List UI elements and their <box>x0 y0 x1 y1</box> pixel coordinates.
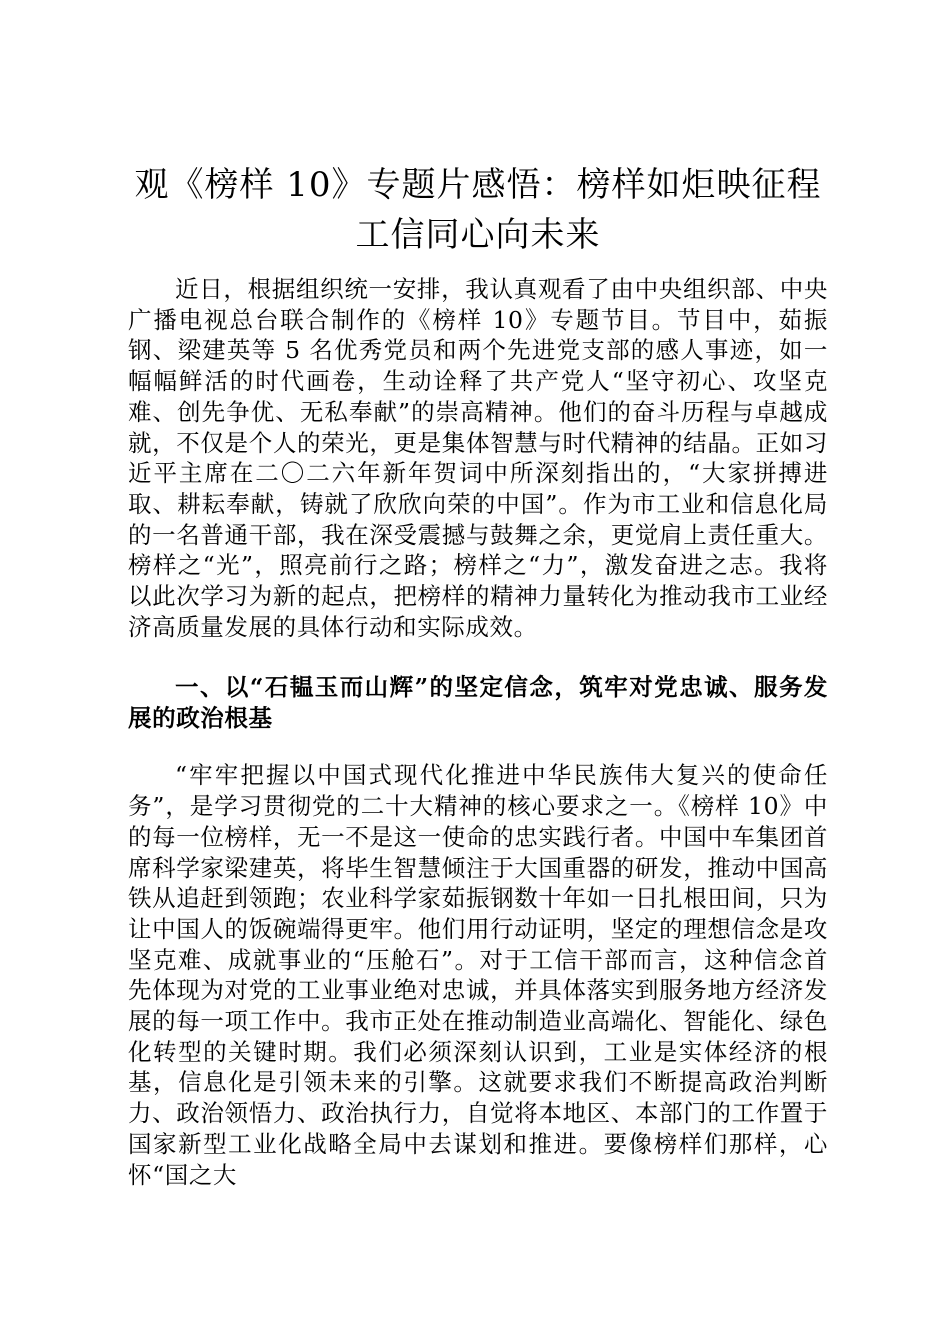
intro-paragraph: 近日，根据组织统一安排，我认真观看了由中央组织部、中央广播电视总台联合制作的《榜样 10》专题节目。节目中，茹振钢、梁建英等 5 名优秀党员和两个先进党支部的感人事迹，如一幅幅鲜活的时代画卷，生动诠释了共产党人“坚守初心、攻坚克难、创先争优、无私奉献”的崇高精神。他们的奋斗历程与卓越成就，不仅是个人的荣光，更是集体智慧与时代精神的结晶。正如习近平主席在二〇二六年新年贺词中所深刻指出的，“大家拼搏进取、耕耘奉献，铸就了欣欣向荣的中国”。作为市工业和信息化局的一名普通干部，我在深受震撼与鼓舞之余，更觉肩上责任重大。榜样之“光”，照亮前行之路；榜样之“力”，激发奋进之志。我将以此次学习为新的起点，把榜样的精神力量转化为推动我市工业经济高质量发展的具体行动和实际成效。 <box>128 275 828 641</box>
title-line-2: 工信同心向未来 <box>355 215 601 255</box>
section-1-paragraph: “牢牢把握以中国式现代化推进中华民族伟大复兴的使命任务”，是学习贯彻党的二十大精神的核心要求之一。《榜样 10》中的每一位榜样，无一不是这一使命的忠实践行者。中国中车集团首席科学家梁建英，将毕生智慧倾注于大国重器的研发，推动中国高铁从追赶到领跑；农业科学家茹振钢数十年如一日扎根田间，只为让中国人的饭碗端得更牢。他们用行动证明，坚定的理想信念是攻坚克难、成就事业的“压舱石”。对于工信干部而言，这种信念首先体现为对党的工业事业绝对忠诚，并具体落实到服务地方经济发展的每一项工作中。我市正处在推动制造业高端化、智能化、绿色化转型的关键时期。我们必须深刻认识到，工业是实体经济的根基，信息化是引领未来的引擎。这就要求我们不断提高政治判断力、政治领悟力、政治执行力，自觉将本地区、本部门的工作置于国家新型工业化战略全局中去谋划和推进。要像榜样们那样，心怀“国之大 <box>128 761 828 1189</box>
section-1-heading: 一、以“石韫玉而山辉”的坚定信念，筑牢对党忠诚、服务发展的政治根基 <box>128 673 828 733</box>
document-page <box>128 160 828 1190</box>
title-line-1: 观《榜样 10》专题片感悟：榜样如炬映征程 <box>134 165 822 205</box>
document-title <box>128 160 828 260</box>
